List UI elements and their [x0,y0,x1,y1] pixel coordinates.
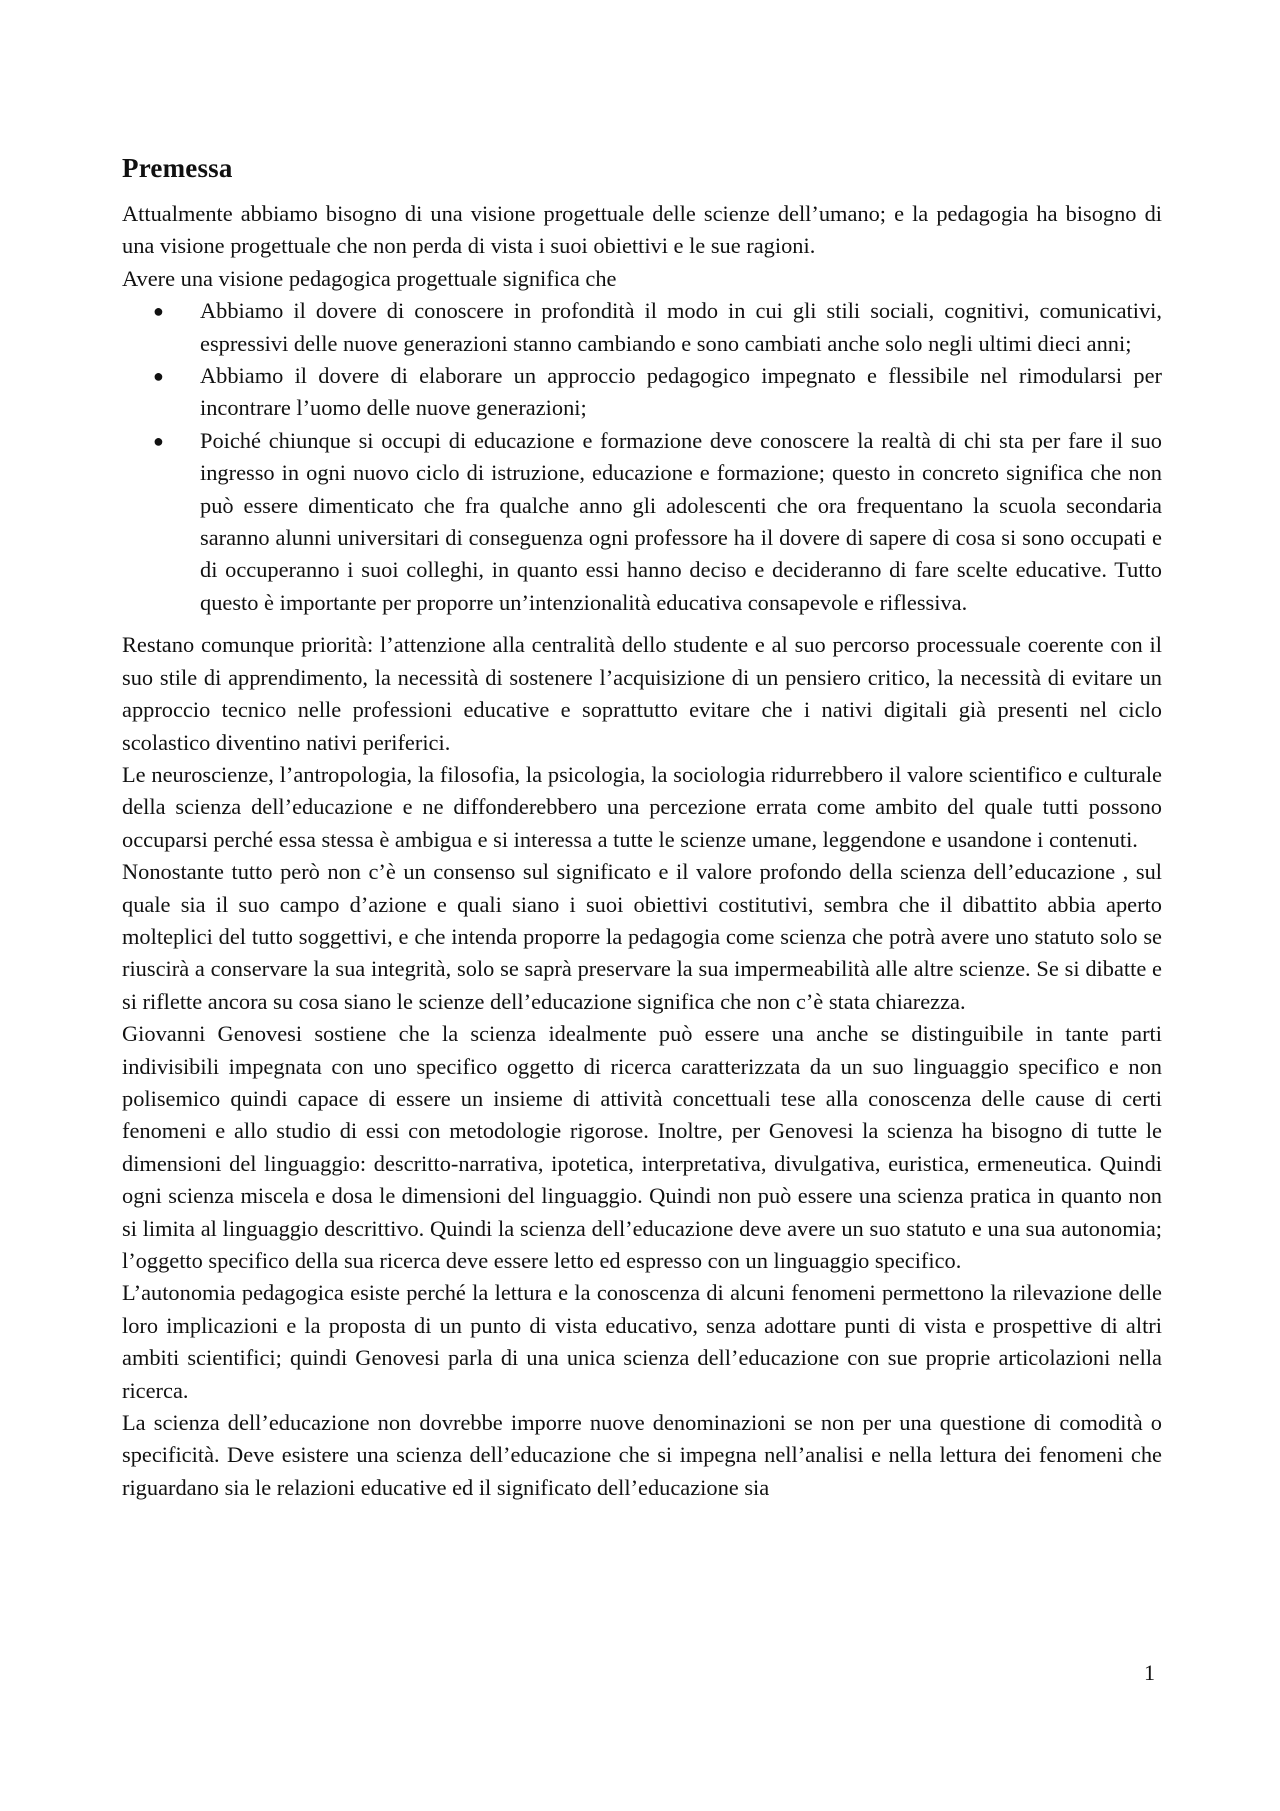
list-item [153,295,1162,360]
list-item [153,360,1162,425]
bullet-list [122,295,1162,619]
section-heading: Premessa [122,153,233,183]
list-item-text: Abbiamo il dovere di elaborare un approccio pedagogico impegnato e flessibile nel rimodularsi per incontrare l’uomo delle nuove generazioni; [200,363,1162,421]
bullet-dot-icon: ● [153,366,164,387]
body-paragraph: L’autonomia pedagogica esiste perché la lettura e la conoscenza di alcuni fenomeni permettono la rilevazione delle loro implicazioni e la proposta di un punto di vista educativo, senza adottare punti di vista e prospettive di altri ambiti scientifici; quindi Genovesi parla di una unica scienza dell’educazione con sue proprie articolazioni nella ricerca. [122,1280,1162,1403]
document-page [122,150,1162,1504]
body-paragraph: Nonostante tutto però non c’è un consenso sul significato e il valore profondo della scienza dell’educazione , sul quale sia il suo campo d’azione e quali siano i suoi obiettivi costitutivi, sembra che il dibattito abbia aperto molteplici del tutto soggettivi, e che intenda proporre la pedagogia come scienza che potrà avere uno statuto solo se riuscirà a conservare la sua integrità, solo se saprà preservare la sua impermeabilità alle altre scienze. Se si dibatte e si riflette ancora su cosa siano le scienze dell’educazione significa che non c’è stata chiarezza. [122,859,1162,1014]
list-item-text: Poiché chiunque si occupi di educazione e formazione deve conoscere la realtà di chi sta per fare il suo ingresso in ogni nuovo ciclo di istruzione, educazione e formazione; questo in concreto significa che non può essere dimenticato che fra qualche anno gli adolescenti che ora frequentano la scuola secondaria saranno alunni universitari di conseguenza ogni professore ha il dovere di sapere di cosa si sono occupati e di occuperanno i suoi colleghi, in quanto essi hanno deciso e decideranno di fare scelte educative. Tutto questo è importante per proporre un’intenzionalità educativa consapevole e riflessiva. [200,427,1162,615]
body-paragraph: Giovanni Genovesi sostiene che la scienza idealmente può essere una anche se distinguibile in tante parti indivisibili impegnata con uno specifico oggetto di ricerca caratterizzata da un suo linguaggio specifico e non polisemico quindi capace di essere un insieme di attività concettuali tese alla conoscenza delle cause di certi fenomeni e allo studio di essi con metodologie rigorose. Inoltre, per Genovesi la scienza ha bisogno di tutte le dimensioni del linguaggio: descritto-narrativa, ipotetica, interpretativa, divulgativa, euristica, ermeneutica. Quindi ogni scienza miscela e dosa le dimensioni del linguaggio. Quindi non può essere una scienza pratica in quanto non si limita al linguaggio descrittivo. Quindi la scienza dell’educazione deve avere un suo statuto e una sua autonomia; l’oggetto specifico della sua ricerca deve essere letto ed espresso con un linguaggio specifico. [122,1021,1162,1273]
intro-paragraph: Attualmente abbiamo bisogno di una visione progettuale delle scienze dell’umano; e la pedagogia ha bisogno di una visione progettuale che non perda di vista i suoi obiettivi e le sue ragioni. [122,201,1162,259]
bullet-dot-icon: ● [153,430,164,451]
intro-lead-in: Avere una visione pedagogica progettuale significa che [122,265,617,291]
bullet-dot-icon: ● [153,301,164,322]
list-item [153,425,1162,619]
body-paragraph: Le neuroscienze, l’antropologia, la filosofia, la psicologia, la sociologia ridurrebbero il valore scientifico e culturale della scienza dell’educazione e ne diffonderebbero una percezione errata come ambito del quale tutti possono occuparsi perché essa stessa è ambigua e si interessa a tutte le scienze umane, leggendone e usandone i contenuti. [122,761,1162,852]
body-paragraph: La scienza dell’educazione non dovrebbe imporre nuove denominazioni se non per una questione di comodità o specificità. Deve esistere una scienza dell’educazione che si impegna nell’analisi e nella lettura dei fenomeni che riguardano sia le relazioni educative ed il significato dell’educazione sia [122,1410,1162,1500]
list-item-text: Abbiamo il dovere di conoscere in profondità il modo in cui gli stili sociali, cognitivi, comunicativi, espressivi delle nuove generazioni stanno cambiando e sono cambiati anche solo negli ultimi dieci anni; [200,298,1162,356]
page-number: 1 [1144,1660,1155,1685]
body-paragraph: Restano comunque priorità: l’attenzione alla centralità dello studente e al suo percorso processuale coerente con il suo stile di apprendimento, la necessità di sostenere l’acquisizione di un pensiero critico, la necessità di evitare un approccio tecnico nelle professioni educative e soprattutto evitare che i nativi digitali già presenti nel ciclo scolastico diventino nativi periferici. [122,632,1162,755]
